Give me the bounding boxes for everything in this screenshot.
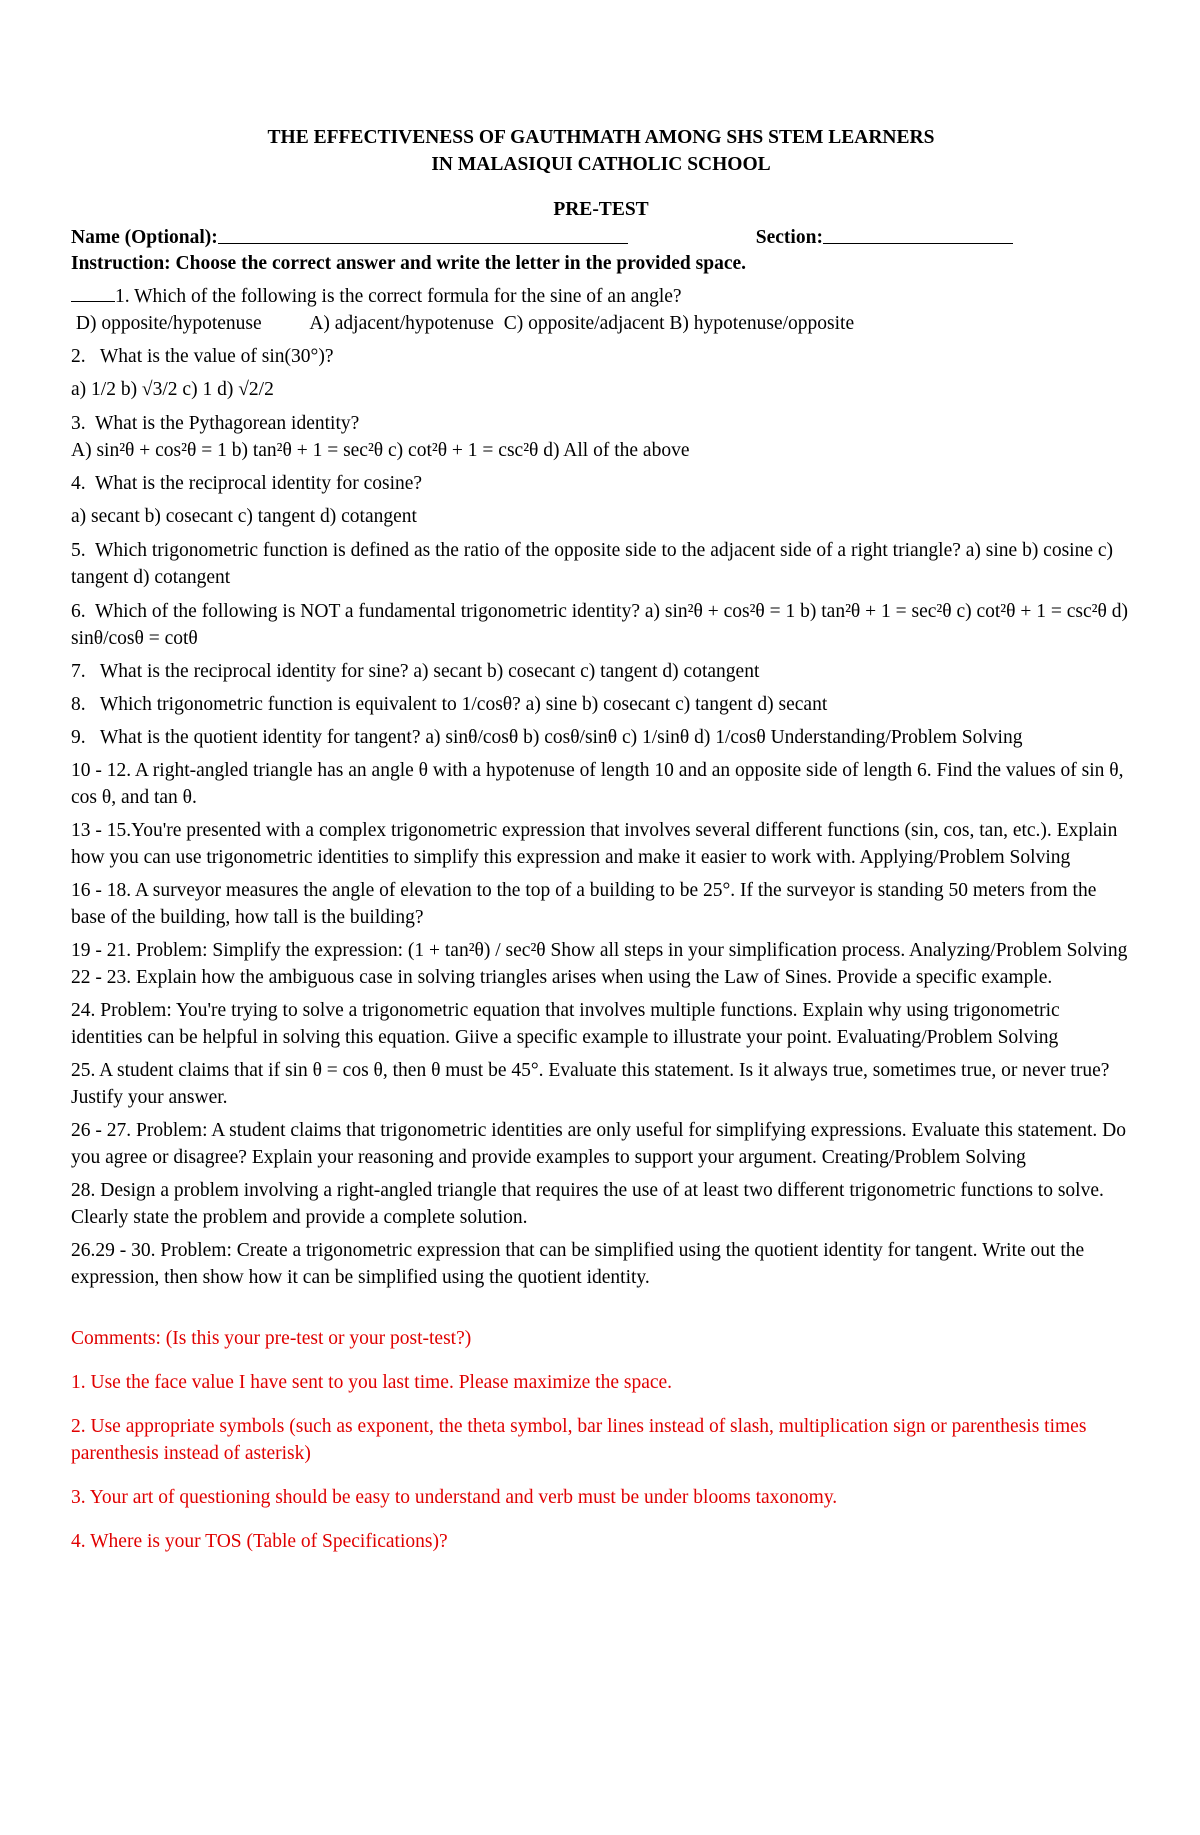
section-label: Section: xyxy=(755,227,823,248)
test-heading: PRE-TEST xyxy=(553,199,649,220)
question-8: 8. Which trigonometric function is equivalent to 1/cosθ? a) sine b) cosecant c) tangent d) secant xyxy=(71,694,828,715)
name-section-row xyxy=(71,225,1131,251)
question-4-choices: a) secant b) cosecant c) tangent d) cotangent xyxy=(71,506,417,527)
document-title-line2: IN MALASIQUI CATHOLIC SCHOOL xyxy=(431,154,771,175)
comment-4: 4. Where is your TOS (Table of Specifications)? xyxy=(71,1531,448,1552)
question-1-choices: D) opposite/hypotenuse A) adjacent/hypotenuse C) opposite/adjacent B) hypotenuse/opposite xyxy=(71,313,855,334)
question-5: 5. Which trigonometric function is defined as the ratio of the opposite side to the adjacent side of a right triangle? a) sine b) cosine c) tangent d) cotangent xyxy=(71,540,1118,588)
spacer xyxy=(628,225,756,251)
question-29-30: 26.29 - 30. Problem: Create a trigonometric expression that can be simplified using the quotient identity for tangent. Write out the expression, then show how it can be simplified using the quotient identity. xyxy=(71,1240,1085,1288)
question-24: 24. Problem: You're trying to solve a trigonometric equation that involves multiple functions. Explain why using trigonometric identities can be helpful in solving this equation. Giive a specific example to illustrate your point. Evaluating/Problem Solving xyxy=(71,1000,1060,1048)
section-field[interactable] xyxy=(823,225,1013,244)
comment-2: 2. Use appropriate symbols (such as exponent, the theta symbol, bar lines instead of slash, multiplication sign or parenthesis times parenthesis instead of asterisk) xyxy=(71,1416,1087,1464)
question-3-choices: A) sin²θ + cos²θ = 1 b) tan²θ + 1 = sec²θ c) cot²θ + 1 = csc²θ d) All of the above xyxy=(71,440,690,461)
question-text: 1. Which of the following is the correct formula for the sine of an angle? xyxy=(115,286,682,307)
question-6: 6. Which of the following is NOT a fundamental trigonometric identity? a) sin²θ + cos²θ = 1 b) tan²θ + 1 = sec²θ c) cot²θ + 1 = csc²θ d) sinθ/cosθ = cotθ xyxy=(71,601,1133,649)
question-4: 4. What is the reciprocal identity for cosine? xyxy=(71,473,423,494)
question-13-15: 13 - 15.You're presented with a complex trigonometric expression that involves several different functions (sin, cos, tan, etc.). Explain how you can use trigonometric identities to simplify this expression and make it easier to work with. Applying/Problem Solving xyxy=(71,820,1118,868)
answer-blank[interactable] xyxy=(71,283,115,302)
reviewer-comments xyxy=(71,1325,1131,1555)
question-28: 28. Design a problem involving a right-angled triangle that requires the use of at least two different trigonometric functions to solve. Clearly state the problem and provide a complete solution. xyxy=(71,1180,1104,1228)
question-2-choices: a) 1/2 b) √3/2 c) 1 d) √2/2 xyxy=(71,379,274,400)
document-page xyxy=(71,124,1131,1572)
comment-1: 1. Use the face value I have sent to you last time. Please maximize the space. xyxy=(71,1372,673,1393)
question-2: 2. What is the value of sin(30°)? xyxy=(71,346,334,367)
question-10-12: 10 - 12. A right-angled triangle has an angle θ with a hypotenuse of length 10 and an opposite side of length 6. Find the values of sin θ, cos θ, and tan θ. xyxy=(71,760,1124,808)
instruction-text: Instruction: Choose the correct answer and write the letter in the provided space. xyxy=(71,253,747,274)
comment-heading: Comments: (Is this your pre-test or your post-test?) xyxy=(71,1328,472,1349)
question-1 xyxy=(71,283,1131,310)
name-label: Name (Optional): xyxy=(71,227,218,248)
question-3: 3. What is the Pythagorean identity? xyxy=(71,413,360,434)
name-field[interactable] xyxy=(218,225,628,244)
question-7: 7. What is the reciprocal identity for sine? a) secant b) cosecant c) tangent d) cotangent xyxy=(71,661,760,682)
question-16-18: 16 - 18. A surveyor measures the angle of elevation to the top of a building to be 25°. If the surveyor is standing 50 meters from the base of the building, how tall is the building? xyxy=(71,880,1097,928)
question-25: 25. A student claims that if sin θ = cos θ, then θ must be 45°. Evaluate this statement. Is it always true, sometimes true, or never true? Justify your answer. xyxy=(71,1060,1110,1108)
question-9: 9. What is the quotient identity for tangent? a) sinθ/cosθ b) cosθ/sinθ c) 1/sinθ d) 1/cosθ Understanding/Problem Solving xyxy=(71,727,1023,748)
comment-3: 3. Your art of questioning should be easy to understand and verb must be under blooms taxonomy. xyxy=(71,1487,838,1508)
document-title-line1: THE EFFECTIVENESS OF GAUTHMATH AMONG SHS STEM LEARNERS xyxy=(267,127,935,148)
question-26-27: 26 - 27. Problem: A student claims that trigonometric identities are only useful for simplifying expressions. Evaluate this statement. Do you agree or disagree? Explain your reasoning and provide examples to support your argument. Creating/Problem Solving xyxy=(71,1120,1126,1168)
question-19-23: 19 - 21. Problem: Simplify the expression: (1 + tan²θ) / sec²θ Show all steps in your simplification process. Analyzing/Problem Solving 22 - 23. Explain how the ambiguous case in solving triangles arises when using the Law of Sines. Provide a specific example. xyxy=(71,940,1128,988)
